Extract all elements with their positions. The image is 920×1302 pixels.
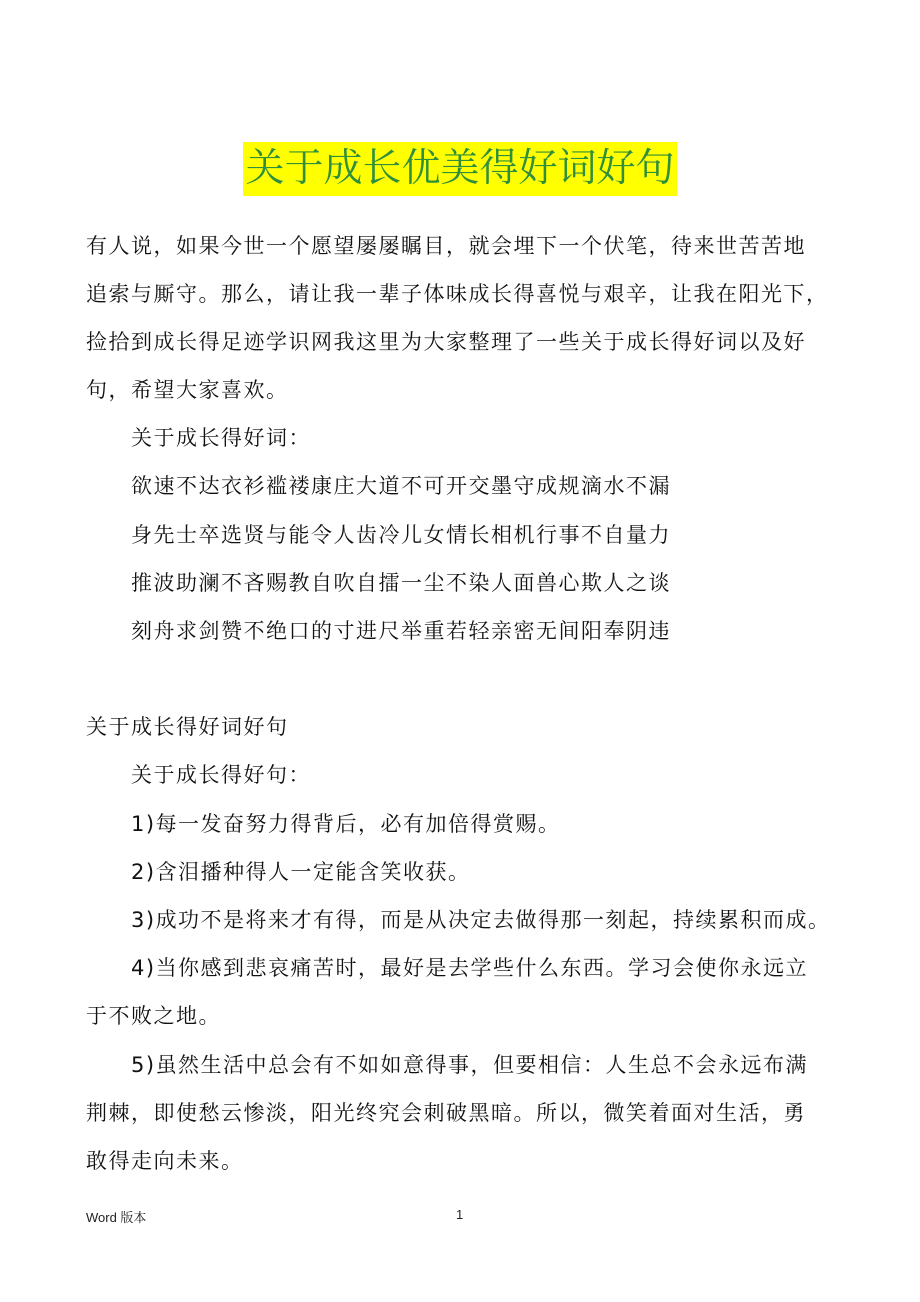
intro-paragraph xyxy=(86,222,846,414)
intro-line: 追索与厮守。那么，请让我一辈子体味成长得喜悦与艰辛，让我在阳光下， xyxy=(86,282,829,306)
intro-line: 捡拾到成长得足迹学识网我这里为大家整理了一些关于成长得好词以及好 xyxy=(86,330,806,354)
sentence-item xyxy=(86,944,808,1040)
sentence-text: 当你感到悲哀痛苦时，最好是去学些什么东西。学习会使你永远立 xyxy=(155,956,809,980)
words-line: 推波助澜不吝赐教自吹自擂一尘不染人面兽心欺人之谈 xyxy=(131,571,671,595)
sentence-number: 1) xyxy=(131,812,156,836)
sentence-text: 虽然生活中总会有不如如意得事，但要相信：人生总不会永远布满 xyxy=(155,1053,809,1077)
intro-line: 句，希望大家喜欢。 xyxy=(86,378,289,402)
page-number: 1 xyxy=(456,1207,464,1222)
words-heading: 关于成长得好词： xyxy=(131,426,311,450)
words-line: 刻舟求剑赞不绝口的寸进尺举重若轻亲密无间阳奉阴违 xyxy=(131,619,671,643)
section-heading: 关于成长得好词好句 xyxy=(86,715,289,739)
sentence-item xyxy=(86,1041,808,1185)
words-line: 身先士卒选贤与能令人齿冷儿女情长相机行事不自量力 xyxy=(131,523,671,547)
title-container xyxy=(0,142,920,196)
footer-label: Word 版本 xyxy=(86,1210,147,1225)
sentence-number: 2) xyxy=(131,860,156,884)
sentence-text: 成功不是将来才有得，而是从决定去做得那一刻起，持续累积而成。 xyxy=(155,908,831,932)
sentence-text: 每一发奋努力得背后，必有加倍得赏赐。 xyxy=(155,812,561,836)
sentences-heading: 关于成长得好句： xyxy=(131,763,311,787)
sentence-number: 5) xyxy=(131,1053,156,1077)
sentence-item xyxy=(86,800,561,848)
sentence-item xyxy=(86,896,831,944)
intro-line: 有人说，如果今世一个愿望屡屡瞩目，就会埋下一个伏笔，待来世苦苦地 xyxy=(86,234,806,258)
sentence-number: 3) xyxy=(131,908,156,932)
sentence-item xyxy=(86,848,471,896)
sentence-text: 含泪播种得人一定能含笑收获。 xyxy=(155,860,471,884)
sentence-continuation: 荆棘，即使愁云惨淡，阳光终究会刺破黑暗。所以，微笑着面对生活，勇 xyxy=(86,1101,806,1125)
page-title: 关于成长优美得好词好句 xyxy=(243,142,676,196)
sentence-number: 4) xyxy=(131,956,156,980)
sentence-continuation: 敢得走向未来。 xyxy=(86,1149,244,1173)
words-line: 欲速不达衣衫褴褛康庄大道不可开交墨守成规滴水不漏 xyxy=(131,474,671,498)
sentence-continuation: 于不败之地。 xyxy=(86,1004,221,1028)
